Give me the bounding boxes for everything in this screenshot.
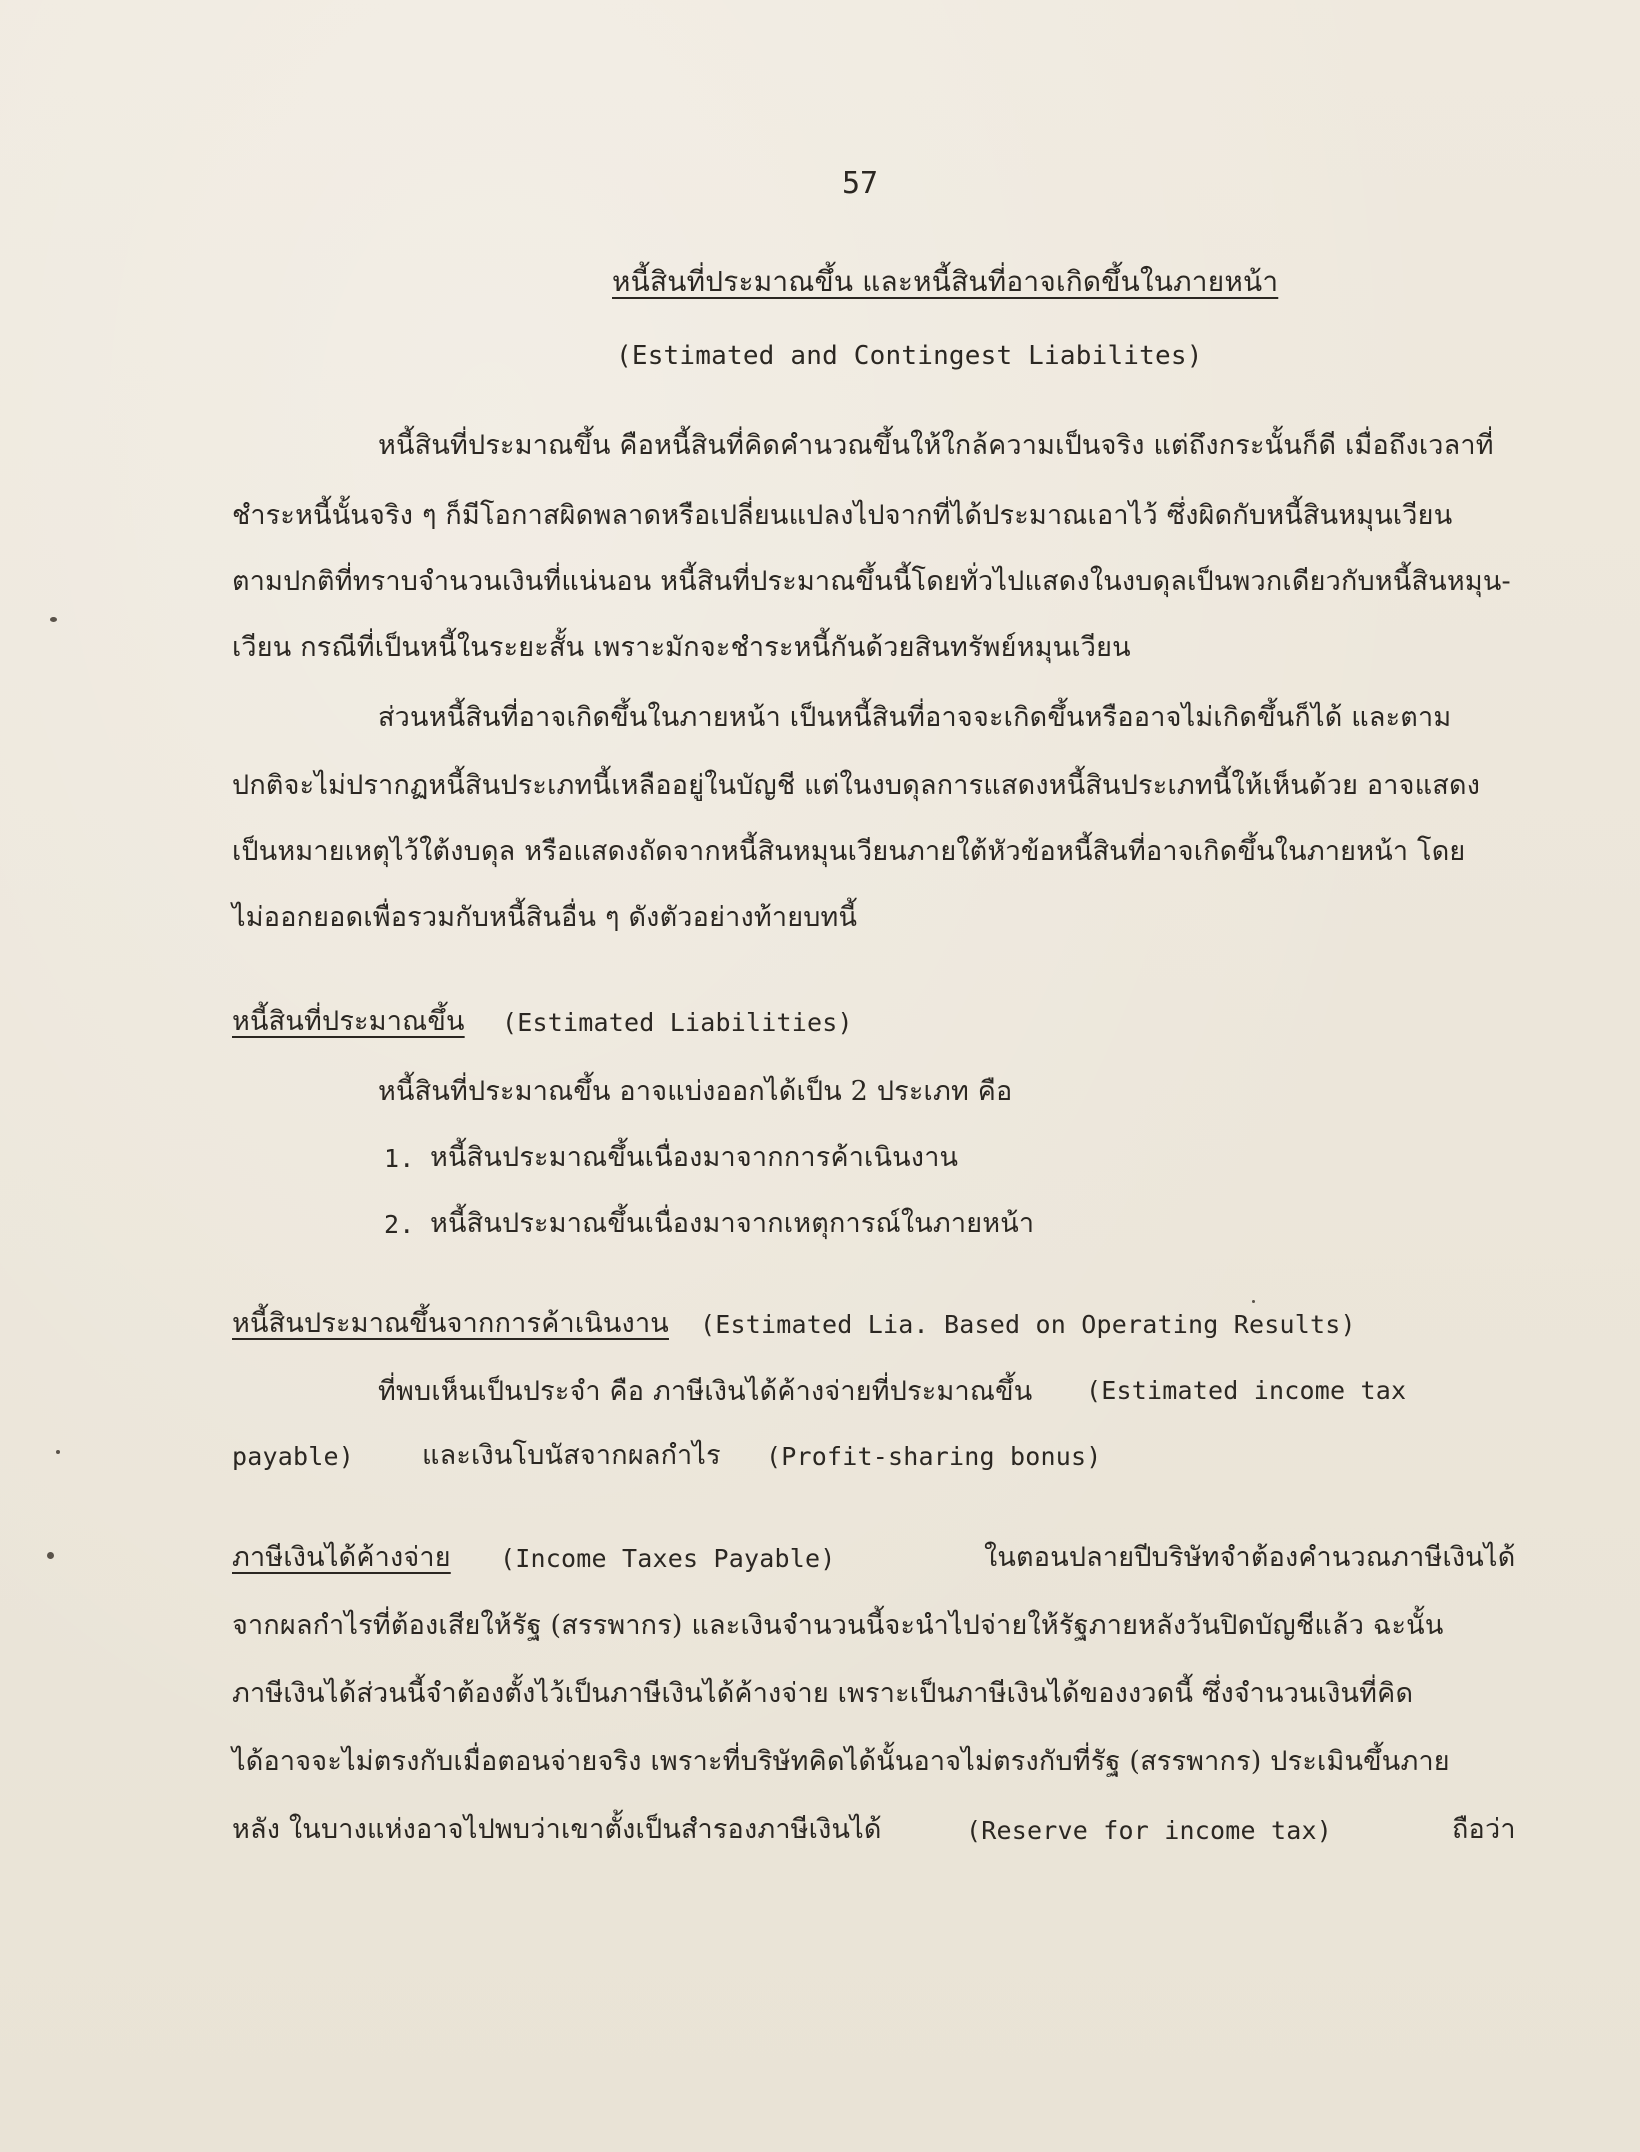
scan-speck [1252, 1300, 1255, 1303]
paragraph-2-line-1: ส่วนหนี้สินที่อาจเกิดขึ้นในภายหน้า เป็นหนี้สินที่อาจจะเกิดขึ้นหรืออาจไม่เกิดขึ้นก็ได้ และตาม [378, 702, 1452, 733]
paragraph-1-line-3: ตามปกติที่ทราบจำนวนเงินที่แน่นอน หนี้สินที่ประมาณขึ้นนี้โดยทั่วไปแสดงในงบดุลเป็นพวกเดียวกับหนี้สินหมุน- [232, 566, 1511, 597]
section-2-line-2-english-2: (Profit-sharing bonus) [766, 1442, 1102, 1471]
section-heading-income-taxes-payable: ภาษีเงินได้ค้างจ่าย [232, 1542, 451, 1573]
section-3-line-5-english: (Reserve for income tax) [966, 1816, 1333, 1845]
paragraph-1-line-4: เวียน กรณีที่เป็นหนี้ในระยะสั้น เพราะมักจะชำระหนี้กันด้วยสินทรัพย์หมุนเวียน [232, 632, 1131, 663]
section-3-line-3: ภาษีเงินได้ส่วนนี้จำต้องตั้งไว้เป็นภาษีเงินได้ค้างจ่าย เพราะเป็นภาษีเงินได้ของงวดนี้ ซึ่งจำนวนเงินที่คิด [232, 1678, 1414, 1709]
section-2-line-1: ที่พบเห็นเป็นประจำ คือ ภาษีเงินได้ค้างจ่ายที่ประมาณขึ้น [378, 1376, 1033, 1407]
paragraph-2-line-2: ปกติจะไม่ปรากฏหนี้สินประเภทนี้เหลืออยู่ในบัญชี แต่ในงบดุลการแสดงหนี้สินประเภทนี้ให้เห็นด้วย อาจแสดง [232, 770, 1481, 801]
section-3-line-1-rest: ในตอนปลายปีบริษัทจำต้องคำนวณภาษีเงินได้ [984, 1542, 1516, 1573]
scan-speck [47, 1552, 54, 1559]
section-heading-estimated-liabilities-english: (Estimated Liabilities) [502, 1008, 853, 1037]
paragraph-1-line-2: ชำระหนี้นั้นจริง ๆ ก็มีโอกาสผิดพลาดหรือเปลี่ยนแปลงไปจากที่ได้ประมาณเอาไว้ ซึ่งผิดกับหนี้สินหมุนเวียน [232, 500, 1453, 531]
section-3-line-2: จากผลกำไรที่ต้องเสียให้รัฐ (สรรพากร) และเงินจำนวนนี้จะนำไปจ่ายให้รัฐภายหลังวันปิดบัญชีแล้ว ฉะนั้น [232, 1610, 1444, 1641]
page-title-english: (Estimated and Contingest Liabilites) [616, 341, 1203, 371]
list-item-2-number: 2. [384, 1210, 415, 1239]
page-number: 57 [842, 166, 879, 201]
paragraph-2-line-3: เป็นหมายเหตุไว้ใต้งบดุล หรือแสดงถัดจากหนี้สินหมุนเวียนภายใต้หัวข้อหนี้สินที่อาจเกิดขึ้นในภายหน้า โดย [232, 836, 1466, 867]
section-heading-estimated-liabilities: หนี้สินที่ประมาณขึ้น [232, 1006, 465, 1037]
scan-speck [50, 617, 57, 622]
section-3-line-5-end: ถือว่า [1452, 1814, 1516, 1845]
section-3-line-4: ได้อาจจะไม่ตรงกับเมื่อตอนจ่ายจริง เพราะที่บริษัทคิดได้นั้นอาจไม่ตรงกับที่รัฐ (สรรพากร) ประเมินขึ้นภาย [232, 1746, 1450, 1777]
scan-speck [56, 1450, 60, 1454]
page-title: หนี้สินที่ประมาณขึ้น และหนี้สินที่อาจเกิดขึ้นในภายหน้า [612, 265, 1279, 298]
section-3-line-5: หลัง ในบางแห่งอาจไปพบว่าเขาตั้งเป็นสำรองภาษีเงินได้ [232, 1814, 882, 1845]
section-1-intro: หนี้สินที่ประมาณขึ้น อาจแบ่งออกได้เป็น 2 ประเภท คือ [378, 1076, 1013, 1107]
section-heading-operating-results: หนี้สินประมาณขึ้นจากการค้าเนินงาน [232, 1308, 669, 1339]
section-heading-operating-results-english: (Estimated Lia. Based on Operating Results) [700, 1310, 1356, 1339]
list-item-1-number: 1. [384, 1144, 415, 1173]
section-2-line-1-english: (Estimated income tax [1086, 1376, 1407, 1405]
section-2-line-2-english: payable) [232, 1442, 355, 1471]
list-item-2-text: หนี้สินประมาณขึ้นเนื่องมาจากเหตุการณ์ในภายหน้า [430, 1208, 1035, 1239]
paragraph-2-line-4: ไม่ออกยอดเพื่อรวมกับหนี้สินอื่น ๆ ดังตัวอย่างท้ายบทนี้ [232, 902, 858, 933]
paragraph-1-line-1: หนี้สินที่ประมาณขึ้น คือหนี้สินที่คิดคำนวณขึ้นให้ใกล้ความเป็นจริง แต่ถึงกระนั้นก็ดี เมื่อถึงเวลาที่ [378, 430, 1494, 461]
section-2-line-2: และเงินโบนัสจากผลกำไร [422, 1440, 721, 1471]
list-item-1-text: หนี้สินประมาณขึ้นเนื่องมาจากการค้าเนินงาน [430, 1142, 959, 1173]
section-heading-income-taxes-payable-english: (Income Taxes Payable) [500, 1544, 836, 1573]
